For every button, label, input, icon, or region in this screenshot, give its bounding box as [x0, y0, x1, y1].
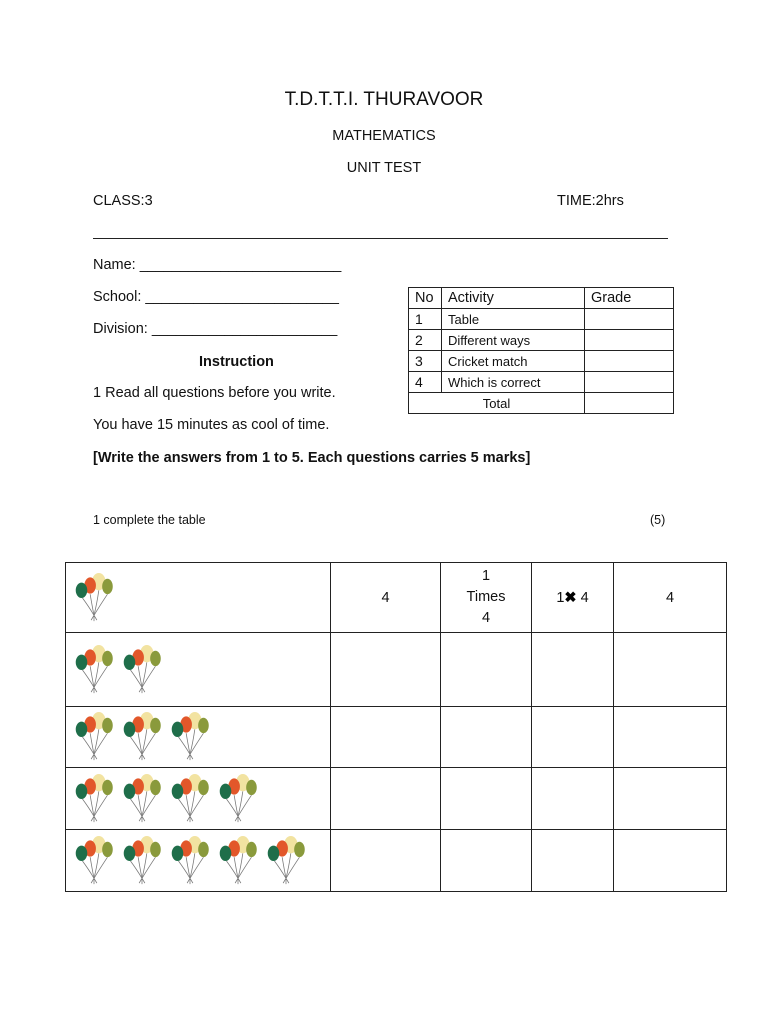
answer-cell[interactable]	[331, 633, 441, 707]
answer-cell[interactable]	[331, 768, 441, 830]
balloon-bunch-icon	[120, 645, 164, 695]
balloon-cell	[66, 563, 331, 633]
activity-name: Table	[442, 309, 585, 330]
balloon-group	[66, 645, 330, 695]
balloon-cell	[66, 830, 331, 892]
header-multiplication	[532, 563, 614, 633]
subject-heading: MATHEMATICS	[332, 128, 436, 144]
balloon-bunch-icon	[168, 836, 212, 886]
table-row	[66, 768, 727, 830]
balloon-bunch-icon	[264, 836, 308, 886]
answer-cell[interactable]	[331, 830, 441, 892]
header-activity: Activity	[442, 288, 585, 309]
activity-grade	[585, 309, 674, 330]
activity-row	[409, 351, 674, 372]
answer-cell[interactable]	[614, 830, 727, 892]
balloon-bunch-icon	[120, 836, 164, 886]
answer-cell[interactable]	[441, 830, 532, 892]
activity-table-header	[409, 288, 674, 309]
balloon-bunch-icon	[216, 836, 260, 886]
multiply-icon: ✖	[564, 589, 577, 606]
balloon-group	[66, 836, 330, 886]
table-row	[66, 830, 727, 892]
answer-cell[interactable]	[532, 830, 614, 892]
header-count: 4	[331, 563, 441, 633]
activity-no: 1	[409, 309, 442, 330]
activity-grade	[585, 351, 674, 372]
balloon-bunch-icon	[120, 774, 164, 824]
balloon-cell	[66, 633, 331, 707]
balloon-cell	[66, 768, 331, 830]
total-grade	[585, 393, 674, 414]
activity-name: Which is correct	[442, 372, 585, 393]
times-line-3: 4	[481, 610, 491, 626]
activity-row	[409, 372, 674, 393]
class-label: CLASS:3	[93, 193, 153, 209]
table-header-row	[66, 563, 727, 633]
division-field: Division: _______________________	[93, 321, 338, 337]
header-product: 4	[614, 563, 727, 633]
balloon-bunch-icon	[72, 836, 116, 886]
institution-title: T.D.T.T.I. THURAVOOR	[284, 89, 484, 110]
balloon-bunch-icon	[72, 645, 116, 695]
activity-grade-table	[408, 287, 674, 414]
balloon-cell	[66, 707, 331, 768]
balloon-group	[66, 712, 330, 762]
activity-grade	[585, 372, 674, 393]
activity-name: Different ways	[442, 330, 585, 351]
multiplication-table	[65, 562, 727, 892]
activity-row	[409, 330, 674, 351]
table-row	[66, 707, 727, 768]
answer-cell[interactable]	[532, 633, 614, 707]
activity-no: 3	[409, 351, 442, 372]
balloon-bunch-icon	[168, 774, 212, 824]
answer-cell[interactable]	[441, 633, 532, 707]
activity-row	[409, 309, 674, 330]
header-grade: Grade	[585, 288, 674, 309]
name-field: Name: _________________________	[93, 257, 342, 273]
balloon-bunch-icon	[72, 573, 116, 623]
balloon-group	[66, 573, 330, 623]
balloon-bunch-icon	[120, 712, 164, 762]
balloon-bunch-icon	[216, 774, 260, 824]
balloon-bunch-icon	[72, 774, 116, 824]
answer-cell[interactable]	[441, 707, 532, 768]
question-1-text: 1 complete the table	[93, 513, 206, 527]
school-field: School: ________________________	[93, 289, 339, 305]
activity-no: 2	[409, 330, 442, 351]
answer-cell[interactable]	[441, 768, 532, 830]
balloon-bunch-icon	[72, 712, 116, 762]
activity-name: Cricket match	[442, 351, 585, 372]
answer-cell[interactable]	[614, 633, 727, 707]
mult-right: 4	[580, 589, 589, 606]
marks-note: [Write the answers from 1 to 5. Each questions carries 5 marks]	[93, 450, 531, 466]
instruction-line-1: 1 Read all questions before you write.	[93, 385, 336, 401]
instruction-line-2: You have 15 minutes as cool of time.	[93, 417, 330, 433]
answer-cell[interactable]	[331, 707, 441, 768]
activity-total-row	[409, 393, 674, 414]
test-name: UNIT TEST	[346, 160, 422, 176]
question-1-marks: (5)	[650, 513, 666, 527]
times-line-2: Times	[466, 589, 506, 605]
instruction-heading: Instruction	[199, 354, 274, 370]
divider-line	[93, 238, 668, 239]
activity-no: 4	[409, 372, 442, 393]
total-label: Total	[409, 393, 585, 414]
answer-cell[interactable]	[614, 707, 727, 768]
answer-cell[interactable]	[532, 707, 614, 768]
header-no: No	[409, 288, 442, 309]
table-row	[66, 633, 727, 707]
balloon-bunch-icon	[168, 712, 212, 762]
times-line-1: 1	[481, 568, 491, 584]
header-times	[441, 563, 532, 633]
answer-cell[interactable]	[532, 768, 614, 830]
balloon-group	[66, 774, 330, 824]
time-label: TIME:2hrs	[557, 193, 624, 209]
answer-cell[interactable]	[614, 768, 727, 830]
activity-grade	[585, 330, 674, 351]
mult-left: 1	[556, 589, 565, 606]
